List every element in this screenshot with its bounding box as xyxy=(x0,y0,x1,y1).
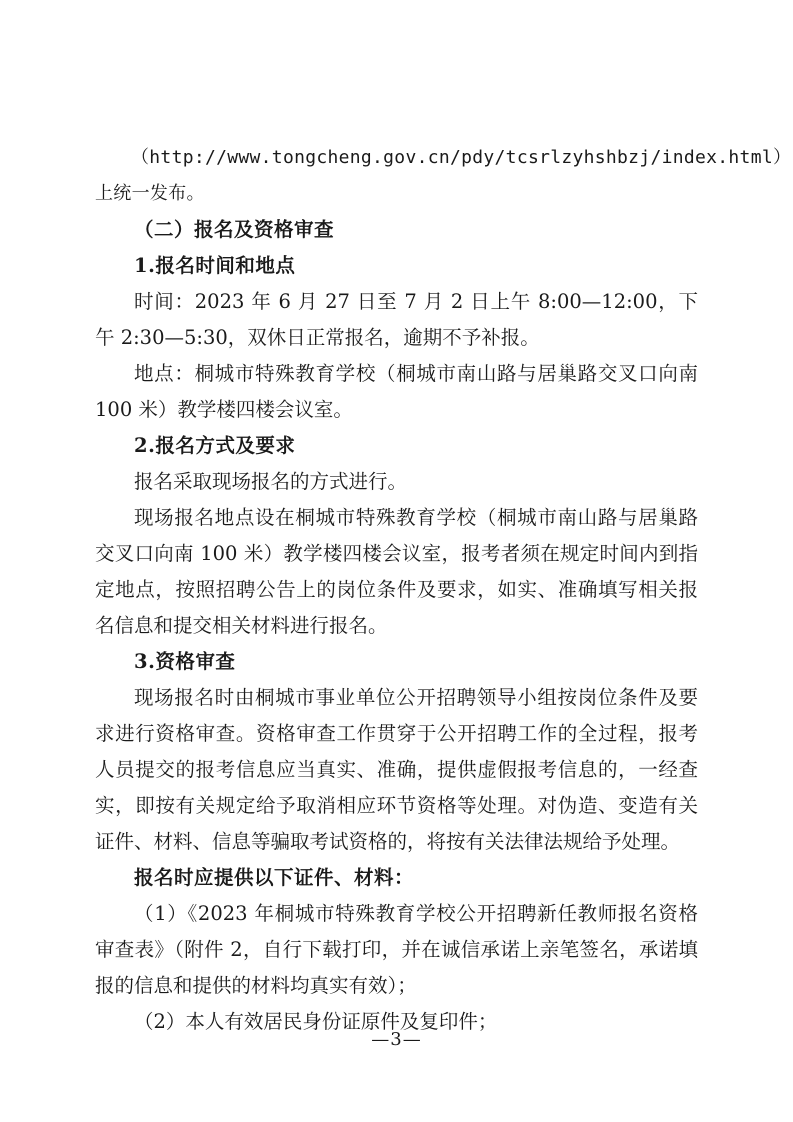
document-body xyxy=(95,140,792,1040)
paragraph-registration-details: 现场报名地点设在桐城市特殊教育学校（桐城市南山路与居巢路交叉口向南 100 米）教学楼四楼会议室，报考者须在规定时间内到指定地点，按照招聘公告上的岗位条件及要求，如实、准确填写相关报名信息和提交相关材料进行报名。 xyxy=(95,506,698,637)
paragraph-url-line: （http://www.tongcheng.gov.cn/pdy/tcsrlzyhshbzj/index.html）上统一发布。 xyxy=(95,147,792,204)
paragraph-material-1: （1）《2023 年桐城市特殊教育学校公开招聘新任教师报名资格审查表》（附件 2，自行下载打印，并在诚信承诺上亲笔签名，承诺填报的信息和提供的材料均真实有效）； xyxy=(95,902,698,997)
heading-section-2: （二）报名及资格审查 xyxy=(134,218,335,241)
heading-item-2: 2.报名方式及要求 xyxy=(134,434,296,457)
page-footer xyxy=(0,1029,793,1050)
paragraph-registration-method: 报名采取现场报名的方式进行。 xyxy=(134,470,408,493)
paragraph-qualification-review: 现场报名时由桐城市事业单位公开招聘领导小组按岗位条件及要求进行资格审查。资格审查工作贯穿于公开招聘工作的全过程，报考人员提交的报考信息应当真实、准确，提供虚假报考信息的，一经查实，即按有关规定给予取消相应环节资格等处理。对伪造、变造有关证件、材料、信息等骗取考试资格的，将按有关法律法规给予处理。 xyxy=(95,686,698,853)
page-number: —3— xyxy=(371,1029,422,1050)
heading-required-materials: 报名时应提供以下证件、材料： xyxy=(134,866,415,889)
paragraph-material-2: （2）本人有效居民身份证原件及复印件； xyxy=(134,1010,498,1033)
paragraph-registration-time: 时间：2023 年 6 月 27 日至 7 月 2 日上午 8:00—12:00，下午 2:30—5:30，双休日正常报名，逾期不予补报。 xyxy=(95,290,698,349)
heading-item-1: 1.报名时间和地点 xyxy=(134,254,296,277)
heading-item-3: 3.资格审查 xyxy=(134,650,236,673)
paragraph-registration-place: 地点：桐城市特殊教育学校（桐城市南山路与居巢路交叉口向南 100 米）教学楼四楼会议室。 xyxy=(95,362,698,421)
